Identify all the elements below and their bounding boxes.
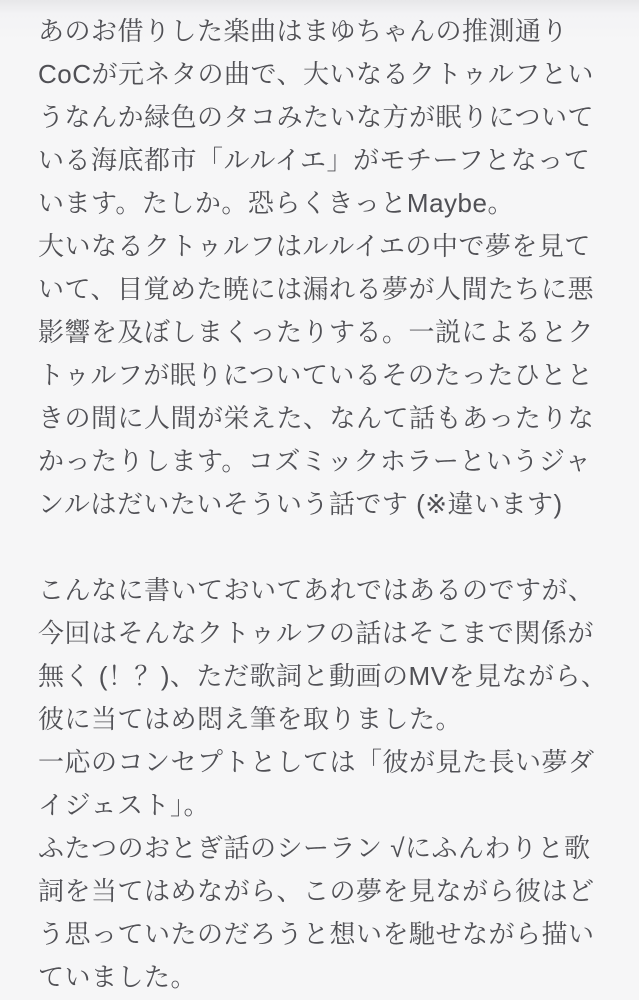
text-line: 無く (！？)、ただ歌詞と動画のMVを見ながら、 [38,661,608,691]
text-line: いる海底都市「ルルイエ」がモチーフとなって [38,145,591,175]
text-line: トゥルフが眠りについているそのたったひとと [38,360,594,390]
text-line: ていました。 [38,962,198,992]
text-line: 一応のコンセプトとしては「彼が見た長い夢ダ [38,747,595,777]
text-line: ふたつのおとぎ話のシーラン √にふんわりと歌 [38,833,591,863]
text-line: います。たしか。恐らくきっとMaybe。 [38,188,514,218]
text-line: う思っていたのだろうと想いを馳せながら描い [38,919,595,949]
text-line: 今回はそんなクトゥルフの話はそこまで関係が [38,618,594,648]
text-line: こんなに書いておいてあれではあるのですが、 [38,575,595,605]
text-line: かったりします。コズミックホラーというジャ [38,446,592,476]
text-line: 影響を及ぼしまくったりする。一説によるとク [38,317,594,347]
text-line: 彼に当てはめ悶え筆を取りました。 [38,704,463,734]
text-line: 大いなるクトゥルフはルルイエの中で夢を見て [38,231,591,261]
text-line: きの間に人間が栄えた、なんて話もあったりな [38,403,595,433]
text-line: あのお借りした楽曲はまゆちゃんの推測通り [38,16,569,46]
text-line: うなんか緑色のタコみたいな方が眠りについて [38,102,594,132]
blank-line [38,526,611,569]
text-line: ンルはだいたいそういう話です (※違います) [38,489,563,519]
text-line: 詞を当てはめながら、この夢を見ながら彼はど [38,876,595,906]
text-line: イジェスト」。 [38,790,210,820]
text-line: いて、目覚めた暁には漏れる夢が人間たちに悪 [38,274,594,304]
text-line: CoCが元ネタの曲で、大いなるクトゥルフとい [38,59,594,89]
